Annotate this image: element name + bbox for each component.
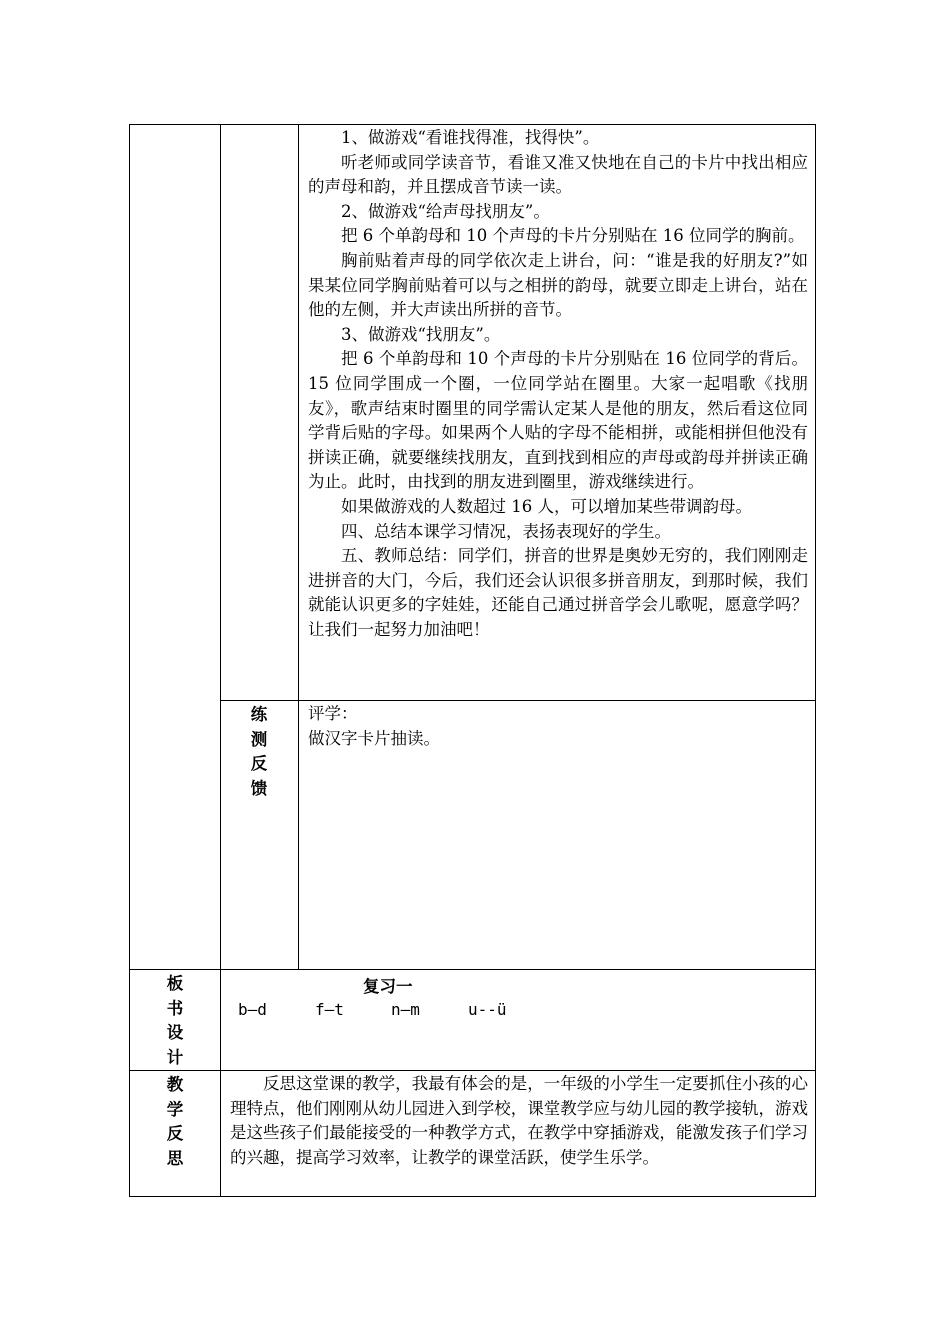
- label-char: 思: [166, 1148, 184, 1168]
- table-row-divider: [129, 1070, 816, 1071]
- table-border-right: [815, 124, 816, 1197]
- lesson-plan-table: [129, 124, 816, 1197]
- lesson-paragraph: 2、做游戏“给声母找朋友”。: [341, 201, 550, 221]
- board-pair: b—d: [238, 1000, 267, 1019]
- board-pair: n—m: [391, 1000, 420, 1019]
- reflection-content: [230, 1072, 808, 1170]
- lesson-steps-cell: [308, 126, 808, 642]
- label-char: 练: [250, 705, 268, 724]
- reflection-label: [155, 1073, 195, 1171]
- lesson-paragraph: 胸前贴着声母的同学依次走上讲台，问：“谁是我的好朋友?”如果某位同学胸前贴着可以与之相拼的韵母，就要立即走上讲台，站在他的左侧，并大声读出所拼的音节。: [308, 250, 808, 320]
- table-border-left: [129, 124, 130, 1197]
- lesson-paragraph: 把 6 个单韵母和 10 个声母的卡片分别贴在 16 位同学的背后。15 位同学围成一个圈，一位同学站在圈里。大家一起唱歌《找朋友》，歌声结束时圈里的同学需认定某人是他的朋友，然后看这位同学背后贴的字母。如果两个人贴的字母不能相拼，或能相拼但他没有拼读正确，就要继续找朋友，直到找到相应的声母或韵母并拼读正确为止。此时，由找到的朋友进到圈里，游戏继续进行。: [308, 349, 808, 492]
- table-row-divider: [220, 700, 816, 701]
- board-title: 复习一: [363, 977, 413, 996]
- lesson-paragraph: 五、教师总结：同学们，拼音的世界是奥妙无穷的，我们刚刚走进拼音的大门，今后，我们还会认识很多拼音朋友，到那时候，我们就能认识更多的字娃娃，还能自己通过拼音学会儿歌呢，愿意学吗？让我们一起努力加油吧！: [308, 546, 808, 639]
- label-char: 学: [166, 1099, 184, 1119]
- label-char: 板: [166, 974, 184, 993]
- feedback-label: [239, 703, 279, 801]
- label-char: 设: [166, 1023, 184, 1043]
- lesson-paragraph: 听老师或同学读音节，看谁又准又快地在自己的卡片中找出相应的声母和韵，并且摆成音节读一读。: [308, 152, 808, 197]
- label-char: 教: [166, 1075, 184, 1094]
- label-char: 馈: [250, 778, 268, 798]
- feedback-text: 做汉字卡片抽读。: [308, 728, 440, 748]
- label-char: 测: [250, 729, 268, 749]
- table-border-top: [129, 124, 816, 125]
- label-char: 书: [166, 998, 184, 1018]
- lesson-paragraph: 四、总结本课学习情况，表扬表现好的学生。: [341, 521, 671, 541]
- label-char: 反: [250, 754, 268, 774]
- label-char: 计: [166, 1047, 184, 1067]
- feedback-content: [308, 702, 808, 751]
- board-label: [155, 972, 195, 1070]
- lesson-paragraph: 把 6 个单韵母和 10 个声母的卡片分别贴在 16 位同学的胸前。: [341, 226, 805, 246]
- board-pair: f—t: [315, 1000, 344, 1019]
- lesson-paragraph: 3、做游戏“找朋友”。: [341, 324, 501, 344]
- label-char: 反: [166, 1124, 184, 1144]
- reflection-text: 反思这堂课的教学，我最有体会的是，一年级的小学生一定要抓住小孩的心理特点，他们刚刚从幼儿园进入到学校，课堂教学应与幼儿园的教学接轨，游戏是这些孩子们最能接受的一种教学方式，在教学中穿插游戏，能激发孩子们学习的兴趣，提高学习效率，让教学的课堂活跃，使学生乐学。: [230, 1074, 808, 1167]
- lesson-paragraph: 如果做游戏的人数超过 16 人，可以增加某些带调韵母。: [341, 496, 752, 516]
- table-column-divider: [220, 124, 221, 1197]
- board-pair: u--ü: [468, 1000, 507, 1019]
- table-border-bottom: [129, 1196, 816, 1197]
- table-row-divider: [129, 969, 816, 970]
- feedback-heading: 评学：: [308, 704, 358, 723]
- lesson-paragraph: 1、做游戏“看谁找得准，找得快”。: [341, 128, 600, 147]
- table-column-divider: [298, 124, 299, 970]
